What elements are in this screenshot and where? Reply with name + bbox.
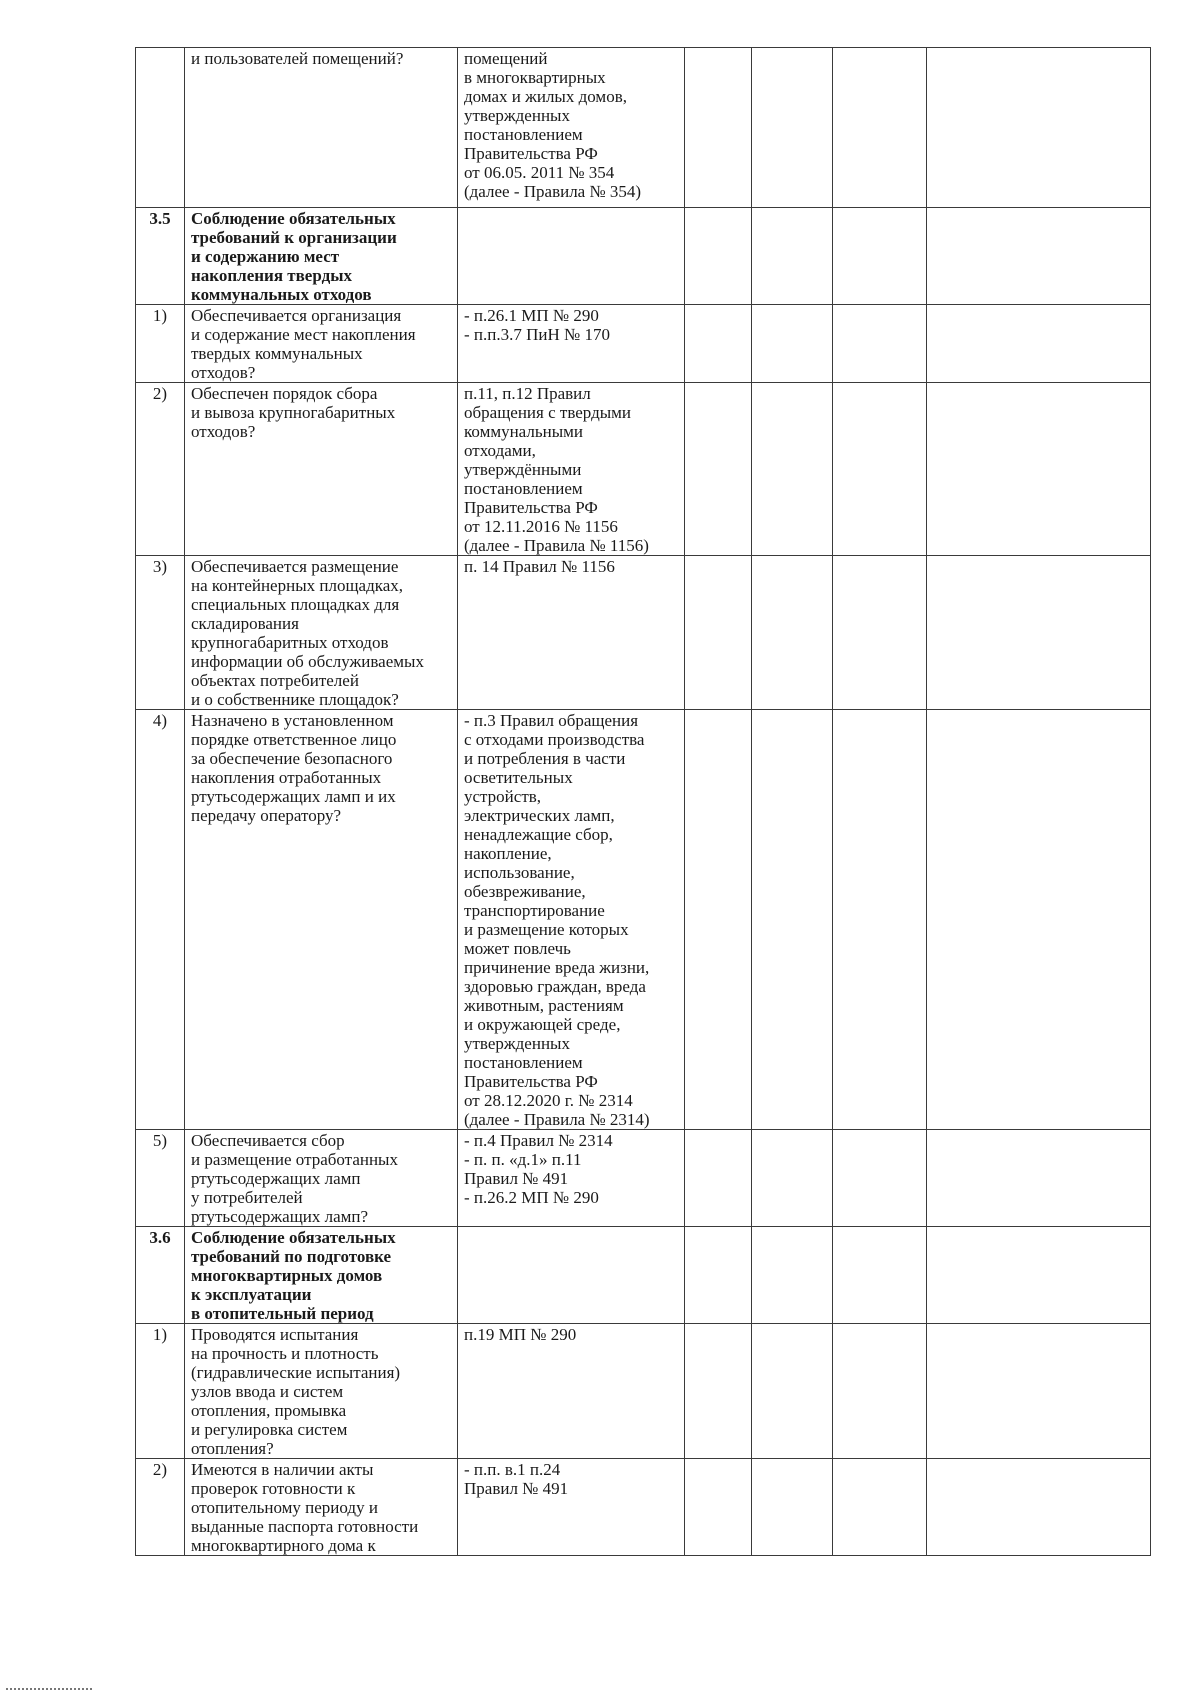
item-number: 3.6 bbox=[136, 1227, 185, 1324]
answer-no-cell bbox=[752, 305, 833, 383]
answer-no-cell bbox=[752, 208, 833, 305]
checklist-row bbox=[136, 556, 1151, 710]
checklist-row bbox=[136, 305, 1151, 383]
answer-no-cell bbox=[752, 710, 833, 1130]
notes-cell bbox=[927, 48, 1151, 208]
answer-yes-cell bbox=[685, 208, 752, 305]
answer-no-cell bbox=[752, 1459, 833, 1556]
answer-not-applicable-cell bbox=[833, 208, 927, 305]
answer-yes-cell bbox=[685, 48, 752, 208]
legal-reference-cell: п.19 МП № 290 bbox=[458, 1324, 685, 1459]
answer-not-applicable-cell bbox=[833, 556, 927, 710]
legal-reference-cell: - п.26.1 МП № 290 - п.п.3.7 ПиН № 170 bbox=[458, 305, 685, 383]
answer-not-applicable-cell bbox=[833, 1227, 927, 1324]
question-cell: Имеются в наличии акты проверок готовности к отопительному периоду и выданные паспорта готовности многоквартирного дома к bbox=[185, 1459, 458, 1556]
legal-reference-cell: п. 14 Правил № 1156 bbox=[458, 556, 685, 710]
item-number: 2) bbox=[136, 1459, 185, 1556]
notes-cell bbox=[927, 383, 1151, 556]
checklist-row bbox=[136, 710, 1151, 1130]
answer-yes-cell bbox=[685, 305, 752, 383]
answer-not-applicable-cell bbox=[833, 1459, 927, 1556]
question-cell: Обеспечивается размещение на контейнерных площадках, специальных площадках для складирования крупногабаритных отходов информации об обслуживаемых объектах потребителей и о собственнике площадок? bbox=[185, 556, 458, 710]
answer-yes-cell bbox=[685, 1227, 752, 1324]
item-number: 4) bbox=[136, 710, 185, 1130]
legal-reference-cell: п.11, п.12 Правил обращения с твердыми коммунальными отходами, утверждёнными постановлением Правительства РФ от 12.11.2016 № 1156 (далее - Правила № 1156) bbox=[458, 383, 685, 556]
answer-no-cell bbox=[752, 48, 833, 208]
answer-yes-cell bbox=[685, 1130, 752, 1227]
question-cell: Назначено в установленном порядке ответственное лицо за обеспечение безопасного накопления отработанных ртутьсодержащих ламп и их передачу оператору? bbox=[185, 710, 458, 1130]
notes-cell bbox=[927, 710, 1151, 1130]
item-number: 1) bbox=[136, 305, 185, 383]
checklist-table bbox=[135, 47, 1151, 1556]
item-number bbox=[136, 48, 185, 208]
answer-not-applicable-cell bbox=[833, 1130, 927, 1227]
section-header-row bbox=[136, 1227, 1151, 1324]
answer-not-applicable-cell bbox=[833, 1324, 927, 1459]
answer-yes-cell bbox=[685, 1459, 752, 1556]
notes-cell bbox=[927, 1130, 1151, 1227]
question-cell: Обеспечен порядок сбора и вывоза крупногабаритных отходов? bbox=[185, 383, 458, 556]
scan-edge-mark bbox=[6, 1688, 94, 1690]
item-number: 3) bbox=[136, 556, 185, 710]
question-cell: Проводятся испытания на прочность и плотность (гидравлические испытания) узлов ввода и систем отопления, промывка и регулировка систем отопления? bbox=[185, 1324, 458, 1459]
notes-cell bbox=[927, 1459, 1151, 1556]
answer-not-applicable-cell bbox=[833, 48, 927, 208]
question-cell: Обеспечивается сбор и размещение отработанных ртутьсодержащих ламп у потребителей ртутьсодержащих ламп? bbox=[185, 1130, 458, 1227]
answer-no-cell bbox=[752, 1227, 833, 1324]
legal-reference-cell: - п.4 Правил № 2314 - п. п. «д.1» п.11 Правил № 491 - п.26.2 МП № 290 bbox=[458, 1130, 685, 1227]
item-number: 1) bbox=[136, 1324, 185, 1459]
question-cell: Соблюдение обязательных требований к организации и содержанию мест накопления твердых коммунальных отходов bbox=[185, 208, 458, 305]
legal-reference-cell: - п.3 Правил обращения с отходами производства и потребления в части осветительных устройств, электрических ламп, ненадлежащие сбор, накопление, использование, обезвреживание, транспортирование и размещение которых может повлечь причинение вреда жизни, здоровью граждан, вреда животным, растениям и окружающей среде, утвержденных постановлением Правительства РФ от 28.12.2020 г. № 2314 (далее - Правила № 2314) bbox=[458, 710, 685, 1130]
legal-reference-cell: - п.п. в.1 п.24 Правил № 491 bbox=[458, 1459, 685, 1556]
question-cell: Соблюдение обязательных требований по подготовке многоквартирных домов к эксплуатации в отопительный период bbox=[185, 1227, 458, 1324]
legal-reference-cell: помещений в многоквартирных домах и жилых домов, утвержденных постановлением Правительства РФ от 06.05. 2011 № 354 (далее - Правила № 354) bbox=[458, 48, 685, 208]
section-header-row bbox=[136, 208, 1151, 305]
answer-no-cell bbox=[752, 383, 833, 556]
answer-no-cell bbox=[752, 1324, 833, 1459]
notes-cell bbox=[927, 1227, 1151, 1324]
legal-reference-cell bbox=[458, 1227, 685, 1324]
notes-cell bbox=[927, 208, 1151, 305]
item-number: 2) bbox=[136, 383, 185, 556]
answer-not-applicable-cell bbox=[833, 710, 927, 1130]
checklist-row bbox=[136, 48, 1151, 208]
item-number: 3.5 bbox=[136, 208, 185, 305]
checklist-row bbox=[136, 383, 1151, 556]
question-cell: Обеспечивается организация и содержание мест накопления твердых коммунальных отходов? bbox=[185, 305, 458, 383]
answer-not-applicable-cell bbox=[833, 383, 927, 556]
answer-yes-cell bbox=[685, 383, 752, 556]
notes-cell bbox=[927, 1324, 1151, 1459]
item-number: 5) bbox=[136, 1130, 185, 1227]
question-cell: и пользователей помещений? bbox=[185, 48, 458, 208]
checklist-rows bbox=[136, 48, 1151, 1556]
answer-yes-cell bbox=[685, 556, 752, 710]
notes-cell bbox=[927, 305, 1151, 383]
answer-no-cell bbox=[752, 556, 833, 710]
answer-yes-cell bbox=[685, 1324, 752, 1459]
checklist-row bbox=[136, 1130, 1151, 1227]
answer-no-cell bbox=[752, 1130, 833, 1227]
answer-not-applicable-cell bbox=[833, 305, 927, 383]
answer-yes-cell bbox=[685, 710, 752, 1130]
legal-reference-cell bbox=[458, 208, 685, 305]
notes-cell bbox=[927, 556, 1151, 710]
checklist-row bbox=[136, 1324, 1151, 1459]
checklist-row bbox=[136, 1459, 1151, 1556]
